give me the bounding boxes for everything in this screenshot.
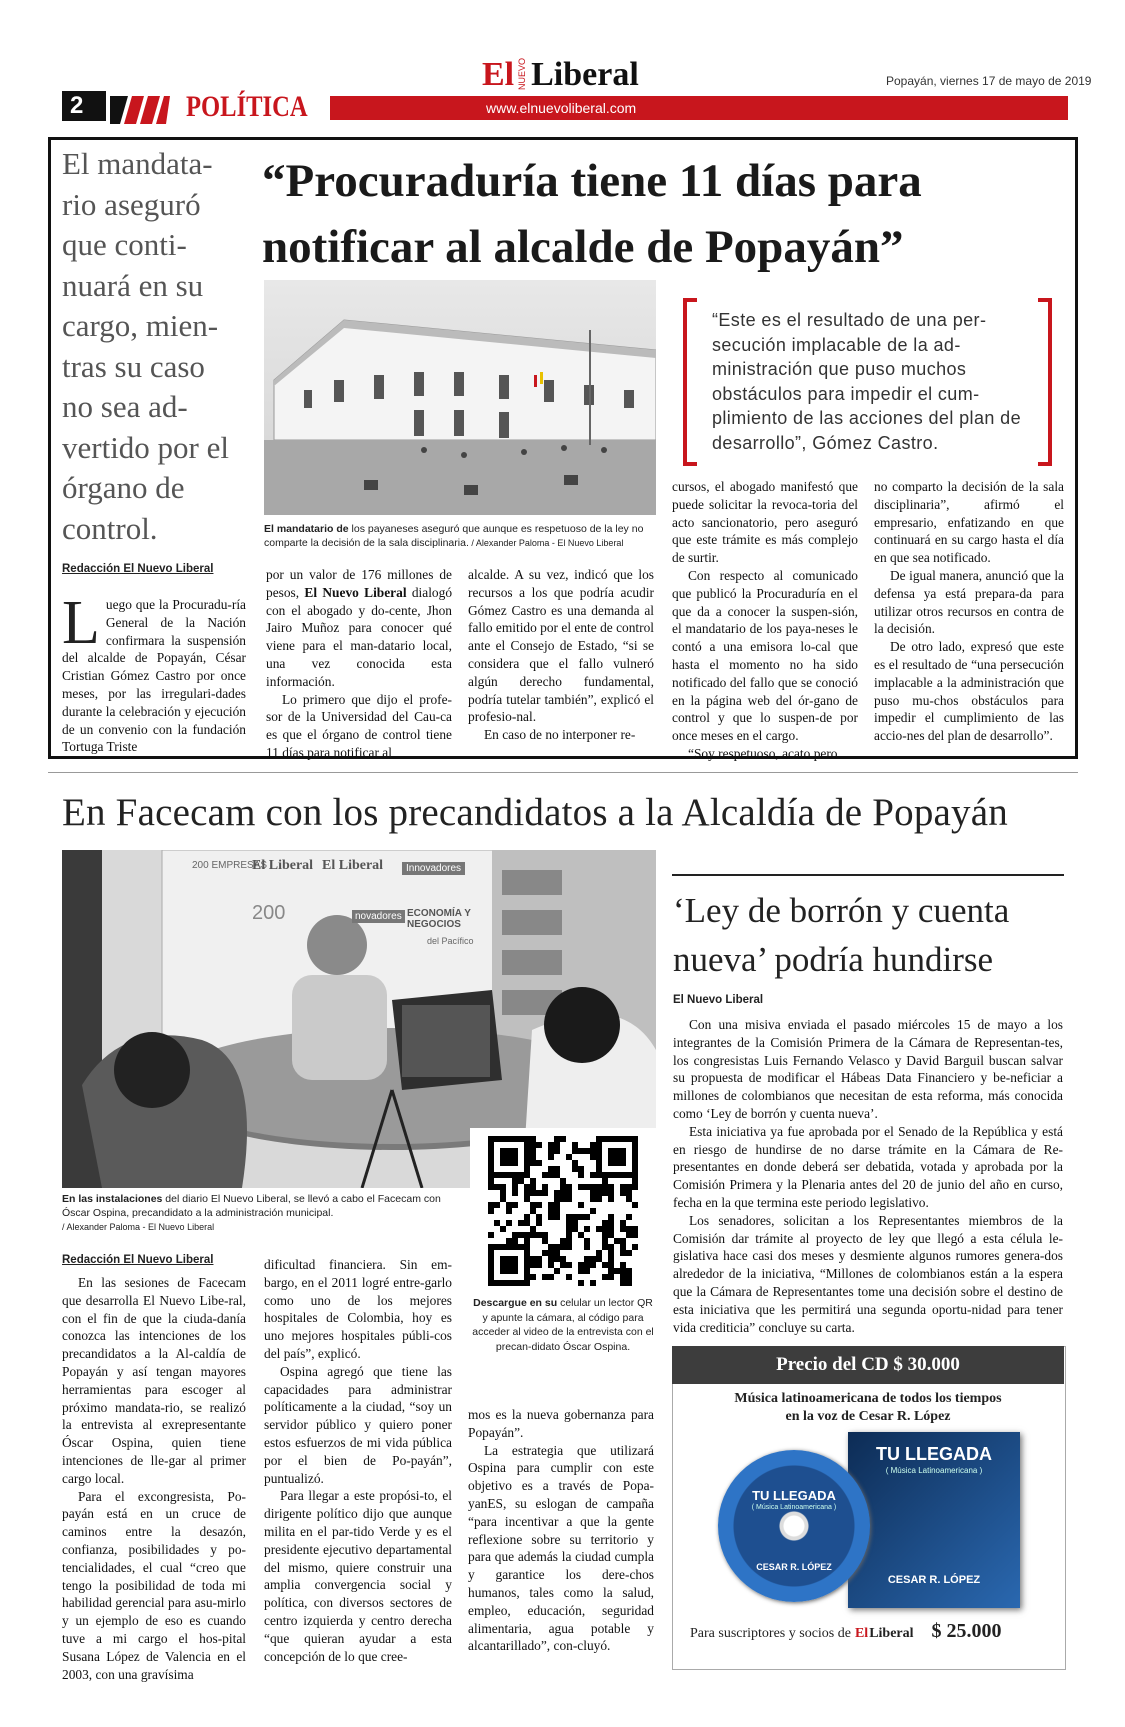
col4-text-p3: “Soy respetuoso, acato pero	[688, 745, 838, 761]
header-red-bar	[330, 96, 1068, 120]
photo-sign-6: ECONOMÍA Y NEGOCIOS	[407, 908, 471, 930]
caption-text: los payaneses aseguró que aunque es respetuoso de la ley no comparte la decisión de la sala disciplinaria.	[264, 523, 644, 549]
s2-col3-p2: La estrategia que utilizará Ospina para cumplir con este objetivo es a través de Popa-yanES, su eslogan de campaña “para incentivar a que la gente reflexione sobre su territorio y para que además la ciudad cumpla y garantice los dere-chos humanos, tales como la salud, empleo, educación, seguridad alimentaria, agua potable y alcantarillado”, con-cluyó.	[468, 1442, 654, 1654]
cd-footer-logo-el: El	[854, 1626, 869, 1641]
story2-column-2	[264, 1256, 452, 1665]
col2-text-b: El Nuevo Liberal	[304, 584, 407, 600]
logo-el: El	[482, 56, 515, 93]
s3-p3: Los senadores, solicitan a los Representantes miembros de la Comisión dar trámite al proyecto de ley que llegó a esta célula le-gislativa hace casi dos meses y desmiente algunos rumores genera-dos alrededor de la iniciativa, “Millones de colombianos están a la espera que la Cámara de Representantes tome una decisión sobre el destino de esta iniciativa que les permitirá una segunda oportu-nidad para tener vida crediticia” concluye su carta.	[673, 1212, 1063, 1335]
story1-column-2	[266, 566, 452, 762]
section-title: POLÍTICA	[186, 90, 308, 123]
s2-col1-p2: Para el excongresista, Po-payán está en un cruce de caminos entre la desazón, confianza, posibilidades y po-tencialidades, el cual “creo que tengo la posibilidad de toda mi habilidad gerencial para asu-mirlo y un ejemplo de eso es cuando tuve a mi cargo el hos-pital Susana López de Valencia en el 2003, con una gravísima	[62, 1488, 246, 1682]
story1-column-4	[672, 478, 858, 763]
caption2-lead: En las instalaciones	[62, 1193, 163, 1205]
photo-sign-1: 200 EMPRESAS	[192, 860, 268, 871]
cd-ad-footer	[690, 1620, 1060, 1643]
caption2-text: del diario El Nuevo Liberal, se llevó a cabo el Facecam con Óscar Ospina, precandidato a la administración municipal.	[62, 1193, 441, 1219]
story2-byline: Redacción El Nuevo Liberal	[62, 1254, 214, 1266]
qr-code-box[interactable]	[470, 1128, 656, 1294]
s2-col3-p1: mos es la nueva gobernanza para Popayán”.	[468, 1407, 654, 1440]
photo-sign-4: Innovadores	[402, 862, 465, 875]
logo-liberal: Liberal	[531, 56, 639, 93]
qr-caption-lead: Descargue en su	[473, 1297, 558, 1309]
story1-col1-text: uego que la Procuradu-ría General de la Nación confirmara la suspensión del alcalde de Popayán, César Cristian Gómez Castro por once meses, por las irregulari-dades durante la celebración y ejecución de un convenio con la fundación Tortuga Triste	[62, 597, 246, 755]
cd-disc-subtitle: ( Música Latinoamericana )	[751, 1504, 837, 1511]
s3-p1: Con una misiva enviada el pasado miércoles 15 de mayo a los integrantes de la Comisión Primera de la Cámara de Representan-tes, los congresistas Luis Fernando Velasco y David Barguil buscan salvar su propuesta de modificar el Hábeas Data Financiero y be-neficiar a millones de colombianos que necesitan de esta reforma, más conocida como ‘Ley de borrón y cuenta nueva’.	[673, 1017, 1063, 1121]
story3-top-rule	[672, 874, 1064, 876]
cd-ad-title-line2: en la voz de Cesar R. López	[785, 1409, 951, 1424]
page-number: 2	[62, 91, 106, 121]
pullquote-right-bracket	[1038, 298, 1052, 466]
col5-text-p1: no comparto la decisión de la sala disciplinaria”, afirmó el empresario, enfatizando en que continuará en su cargo hasta el día en que sea notificado.	[874, 479, 1064, 566]
cd-case-title: TU LLEGADA	[876, 1444, 992, 1464]
cd-price-banner: Precio del CD $ 30.000	[672, 1346, 1064, 1384]
cd-case	[848, 1432, 1020, 1608]
cd-footer-price: $ 25.000	[931, 1620, 1002, 1642]
cd-disc-title: TU LLEGADA	[752, 1488, 836, 1503]
dateline: Popayán, viernes 17 de mayo de 2019	[886, 74, 1092, 88]
side-quote: El mandata-rio aseguró que conti-nuará en su cargo, mien-tras su caso no sea ad-vertido por el órgano de control.	[62, 146, 230, 546]
col5-text-p2: De igual manera, anunció que la defensa ya está prepara-da para utilizar otros recursos en contra de la decisión.	[874, 567, 1064, 637]
section-divider	[48, 772, 1078, 773]
col2-text-p2: Lo primero que dijo el profe-sor de la Universidad del Cau-ca es que el órgano de control tiene 11 días para notificar al	[266, 691, 452, 760]
col5-text-p3: De otro lado, expresó que este es el resultado de “una persecución implacable a la administración que puso mu-chos obstáculos para impedir el cumplimiento de las accio-nes del plan de desarrollo”.	[874, 639, 1064, 744]
story1-byline: Redacción El Nuevo Liberal	[62, 563, 214, 575]
building-photo-caption	[264, 522, 656, 550]
cd-case-subtitle: ( Música Latinoamericana )	[885, 1466, 983, 1475]
building-illustration	[264, 280, 656, 515]
qr-code-icon[interactable]	[470, 1128, 656, 1294]
story1-column-1	[62, 589, 246, 756]
facecam-photo-caption	[62, 1192, 442, 1234]
story2-column-3	[468, 1406, 654, 1655]
cd-disc-icon	[718, 1450, 870, 1602]
photo-sign-5: 200	[252, 902, 286, 924]
caption2-credit: / Alexander Paloma - El Nuevo Liberal	[62, 1222, 215, 1232]
caption-lead: El mandatario de	[264, 523, 349, 535]
cd-footer-logo-liberal: Liberal	[869, 1626, 914, 1641]
ley-headline: ‘Ley de borrón y cuenta nueva’ podría hundirse	[673, 891, 1010, 979]
facecam-headline: En Facecam con los precandidatos a la Alcaldía de Popayán	[62, 791, 1008, 834]
col2-text-c: dialogó con el abogado y do-cente, Jhon Jairo Muñoz para conocer qué viene para el man-datario local, una vez conocida esta información.	[266, 584, 453, 689]
story3-body	[673, 1016, 1063, 1336]
story1-column-5	[874, 478, 1064, 745]
s2-col2-p1: dificultad financiera. Sin em-bargo, en el 2011 logré entre-garlo como uno de los mejores hospitales de Colombia, hoy es uno mejores hospitales públi-cos del país”, explicó.	[264, 1257, 452, 1361]
pull-quote: “Este es el resultado de una per-secución implacable de la ad-ministración que puso muchos obstáculos para impedir el cum-plimiento de las acciones del plan de desarrollo”, Gómez Castro.	[712, 310, 1021, 453]
col4-text-p1: cursos, el abogado manifestó que puede solicitar la revoca-toria del acto sancionatorio, pero aseguró que este trámite es más complejo de surtir.	[672, 479, 858, 566]
caption-credit: / Alexander Paloma - El Nuevo Liberal	[468, 538, 624, 548]
photo-sign-2: El Liberal	[252, 858, 314, 873]
site-url[interactable]: www.elnuevoliberal.com	[486, 100, 637, 116]
cd-disc-artist: CESAR R. LÓPEZ	[756, 1562, 832, 1572]
qr-caption	[470, 1296, 656, 1354]
cd-footer-text: Para suscriptores y socios de	[690, 1626, 851, 1641]
col3-text-p1: alcalde. A su vez, indicó que los recursos a los que podría acudir Gómez Castro es una demanda al fallo emitido por el ente de control ante el Consejo de Estado, “si se considera que el fallo vulneró algún derecho fundamental, podría tutelar también”, explicó el profesio-nal.	[468, 567, 654, 725]
logo-nuevo: NUEVO	[517, 57, 528, 90]
building-photo	[264, 280, 656, 515]
s3-p2: Esta iniciativa ya fue aprobada por el Senado de la República y está en riesgo de hundirse de no darse trámite en la Cámara de Re-presentantes en donde deberá ser debatida, votada y aprobada por la Comisión Primera y la Plenaria antes del 20 de junio del año en curso, fecha en la que termina este periodo legislativo.	[673, 1123, 1063, 1210]
cd-case-artist: CESAR R. LÓPEZ	[887, 1574, 981, 1586]
main-headline: “Procuraduría tiene 11 días para notificar al alcalde de Popayán”	[262, 155, 922, 273]
photo-sign-8: novadores	[352, 910, 405, 923]
qr-caption-text: celular un lector QR y apunte la cámara, al código para acceder al video de la entrevista con el precan-didato Óscar Ospina.	[472, 1297, 654, 1353]
dropcap: L	[62, 589, 100, 657]
masthead-logo	[482, 56, 639, 92]
header-stripes-graphic	[110, 88, 170, 124]
photo-sign-7: del Pacífico	[427, 936, 474, 946]
s2-col2-p2: Ospina agregó que tiene las capacidades para administrar políticamente a la ciudad, “soy un servidor público y quiero poner estos esfuerzos de mi vida pública por el bien de Po-payán”, puntualizó.	[264, 1363, 452, 1486]
col3-text-p2: En caso de no interponer re-	[484, 727, 636, 743]
cd-ad-title	[672, 1390, 1064, 1426]
col4-text-p2: Con respecto al comunicado que publicó la Procuraduría en el que da a conocer la suspen-sión, el mandatario de los paya-neses le contó a una emisora lo-cal que hasta el momento no ha sido notificado del fallo que se conoció en la página web del ór-gano de control y que lo suspen-de por once meses en el cargo.	[672, 567, 858, 744]
story3-byline: El Nuevo Liberal	[673, 994, 764, 1006]
story1-column-3	[468, 566, 654, 744]
cd-ad-title-line1: Música latinoamericana de todos los tiempos	[734, 1391, 1002, 1406]
pullquote-left-bracket	[683, 298, 697, 466]
photo-sign-3: El Liberal	[322, 858, 384, 873]
s2-col2-p3: Para llegar a este propósi-to, el dirigente político dijo que aunque milita en el par-tido Verde y es el presidente ejecutivo departamental del mismo, quiere construir una amplia convergencia social y política, con diversos sectores de centro izquierda y centro derecha “que quieran ayudar a esta concepción de lo que cree-	[264, 1488, 452, 1664]
s2-col1-p1: En las sesiones de Facecam que desarrolla El Nuevo Libe-ral, con el fin de que la ciuda-danía conozca las intenciones de los precandidatos a la Al-caldía de Popayán y así tengan mayores herramientas para escoger al próximo mandata-rio, se realizó la entrevista al exrepresentante Óscar Ospina, quien tiene intenciones de lle-gar al primer cargo local.	[62, 1275, 246, 1486]
col2-text-a: por un valor de 176 millones de pesos,	[266, 567, 452, 600]
story2-column-1	[62, 1274, 246, 1683]
